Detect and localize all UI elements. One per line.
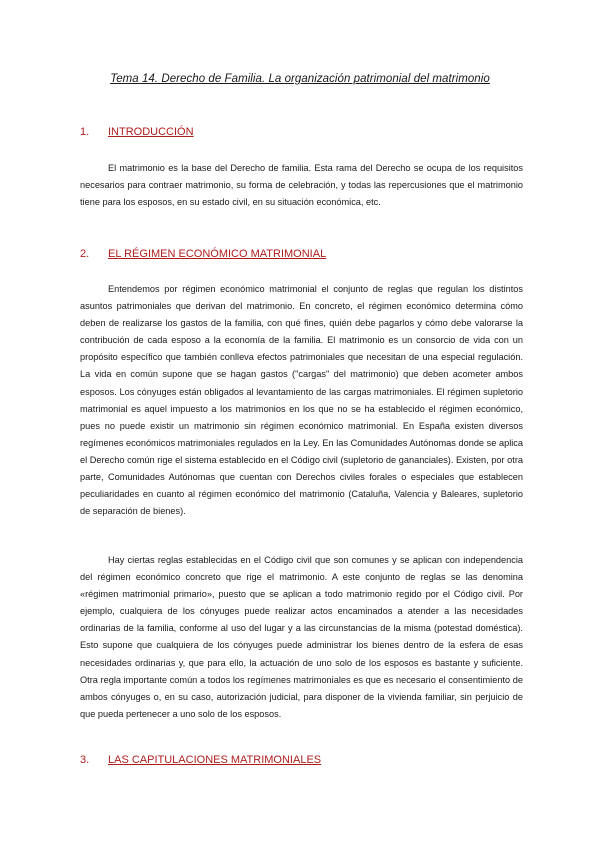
section-heading-regimen-economico [80,248,326,260]
section-heading-introduccion [80,126,194,138]
section-title: EL RÉGIMEN ECONÓMICO MATRIMONIAL [108,248,327,260]
section-title: INTRODUCCIÓN [108,126,194,138]
section-number: 2. [80,248,90,260]
section-heading-capitulaciones [80,754,321,766]
section-number: 1. [80,126,90,138]
document-title: Tema 14. Derecho de Familia. La organización patrimonial del matrimonio [110,73,490,85]
paragraph-introduccion: El matrimonio es la base del Derecho de familia. Esta rama del Derecho se ocupa de los requisitos necesarios para contraer matrimonio, su forma de celebración, y todas las repercusiones que el matrimonio tiene para los esposos, en su estado civil, en su situación económica, etc. [80,163,523,208]
section-title: LAS CAPITULACIONES MATRIMONIALES [108,754,322,766]
paragraph-regimen-primario: Hay ciertas reglas establecidas en el Código civil que son comunes y se aplican con independencia del régimen económico concreto que rige el matrimonio. A este conjunto de reglas se las denomina «régimen matrimonial primario», puesto que se aplican a todo matrimonio regido por el Código civil. Por ejemplo, cualquiera de los cónyuges puede realizar actos encaminados a atender a las necesidades ordinarias de la familia, conforme al uso del lugar y a las circunstancias de la misma (potestad doméstica). Esto supone que cualquiera de los cónyuges puede administrar los bienes dentro de la esfera de esas necesidades ordinarias y, que para ello, la actuación de uno solo de los esposos es bastante y suficiente. Otra regla importante común a todos los regímenes matrimoniales es que es necesario el consentimiento de ambos cónyuges o, en su caso, autorización judicial, para disponer de la vivienda familiar, sin perjuicio de que pueda pertenecer a uno solo de los esposos. [80,555,523,719]
section-number: 3. [80,754,90,766]
paragraph-regimen-definicion: Entendemos por régimen económico matrimonial el conjunto de reglas que regulan los distintos asuntos patrimoniales que derivan del matrimonio. En concreto, el régimen económico determina cómo deben de realizarse los gastos de la familia, con qué fines, quién debe pagarlos y cómo debe valorarse la contribución de cada esposo a la economía de la familia. El matrimonio es un consorcio de vida con un propósito específico que también conlleva efectos patrimoniales que necesitan de una especial regulación. La vida en común supone que se hagan gastos ("cargas" del matrimonio) que deben acometer ambos esposos. Los cónyuges están obligados al levantamiento de las cargas matrimoniales. El régimen supletorio matrimonial es aquel impuesto a los matrimonios en los que no se ha establecido el régimen económico, pues no puede existir un matrimonio sin régimen económico matrimonial. En España existen diversos regímenes económicos matrimoniales regulados en la Ley. En las Comunidades Autónomas donde se aplica el Derecho común rige el sistema establecido en el Código civil (supletorio de gananciales). Existen, por otra parte, Comunidades Autónomas que cuentan con Derechos civiles forales o especiales que establecen peculiaridades en cuanto al régimen económico del matrimonio (Cataluña, Valencia y Baleares, supletorio de separación de bienes). [80,284,523,517]
